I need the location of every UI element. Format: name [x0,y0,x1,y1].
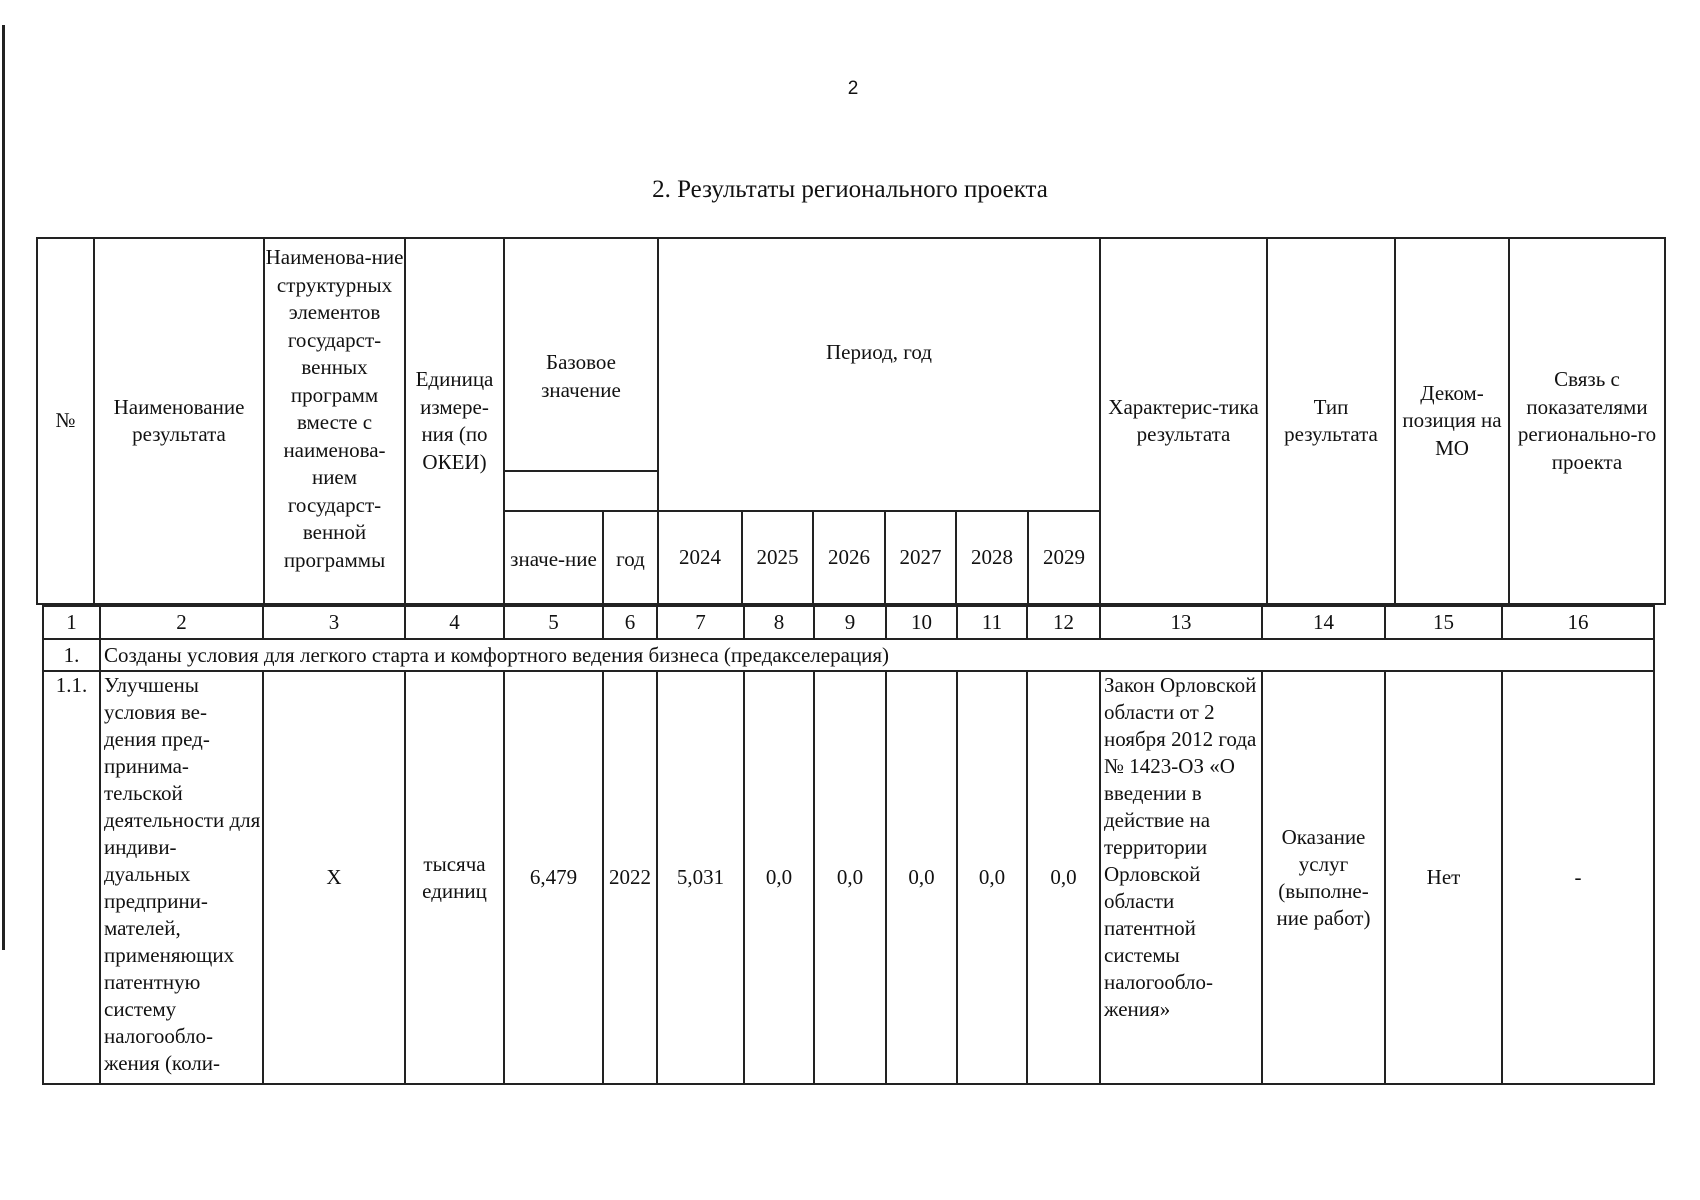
column-number: 16 [1502,606,1654,639]
page-title: 2. Результаты регионального проекта [652,176,1048,203]
row-base-value: 6,479 [504,671,603,1084]
row-value-2029: 0,0 [1027,671,1100,1084]
header-characteristic: Характерис-тика результата [1100,238,1267,604]
header-base-value: Базовое значение [504,238,658,471]
header-year-2027: 2027 [885,511,956,604]
row-decomposition: Нет [1385,671,1502,1084]
row-link: - [1502,671,1654,1084]
column-number: 15 [1385,606,1502,639]
column-number: 3 [263,606,405,639]
column-numbers-row [43,606,1654,639]
scan-edge-line [2,25,5,950]
row-result-type: Оказание услуг (выполне-ние работ) [1262,671,1385,1084]
column-number: 12 [1027,606,1100,639]
row-value-2025: 0,0 [744,671,814,1084]
header-year-2028: 2028 [956,511,1028,604]
header-number: № [37,238,94,604]
column-number: 1 [43,606,100,639]
row-characteristic: Закон Орловской области от 2 ноября 2012 года № 1423-ОЗ «О введении в действие на территории Орловской области патентной системы налогообло- жения» [1100,671,1262,1084]
column-number: 5 [504,606,603,639]
header-base-value-year: год [603,511,658,604]
header-unit: Единица измере-ния (по ОКЕИ) [405,238,504,604]
header-result-name: Наименование результата [94,238,264,604]
header-year-2024: 2024 [658,511,742,604]
section-title: Созданы условия для легкого старта и комфортного ведения бизнеса (предакселерация) [100,639,1654,671]
column-number: 13 [1100,606,1262,639]
header-link: Связь с показателями регионально-го проекта [1509,238,1665,604]
page-number: 2 [847,78,859,99]
section-row [43,639,1654,671]
column-number: 11 [957,606,1027,639]
column-number: 10 [886,606,957,639]
header-structural-elements: Наименова-ние структурных элементов государст-венных программ вместе с наименова-нием государст-венной программы [264,238,405,604]
column-number: 9 [814,606,886,639]
row-value-2026: 0,0 [814,671,886,1084]
table-row [43,671,1654,1084]
row-result-name: Улучшены условия ве- дения пред- принима- тельской деятельности для индиви- дуальных предприни- мателей, применяющих патентную систему налогообло- жения (коли- [100,671,263,1084]
row-value-2024: 5,031 [657,671,744,1084]
column-number: 14 [1262,606,1385,639]
header-year-2029: 2029 [1028,511,1100,604]
column-number: 7 [657,606,744,639]
row-unit: тысяча единиц [405,671,504,1084]
header-year-2025: 2025 [742,511,813,604]
row-value-2027: 0,0 [886,671,957,1084]
row-structural-element: Х [263,671,405,1084]
header-base-value-value: значе-ние [504,511,603,604]
column-number: 6 [603,606,657,639]
header-decomposition: Деком-позиция на МО [1395,238,1509,604]
header-result-type: Тип результата [1267,238,1395,604]
row-number: 1.1. [43,671,100,1084]
results-table-body [42,605,1655,1085]
results-table-header [36,237,1666,605]
header-period: Период, год [658,238,1100,511]
column-number: 8 [744,606,814,639]
section-number: 1. [43,639,100,671]
row-base-year: 2022 [603,671,657,1084]
column-number: 4 [405,606,504,639]
column-number: 2 [100,606,263,639]
row-value-2028: 0,0 [957,671,1027,1084]
header-year-2026: 2026 [813,511,885,604]
